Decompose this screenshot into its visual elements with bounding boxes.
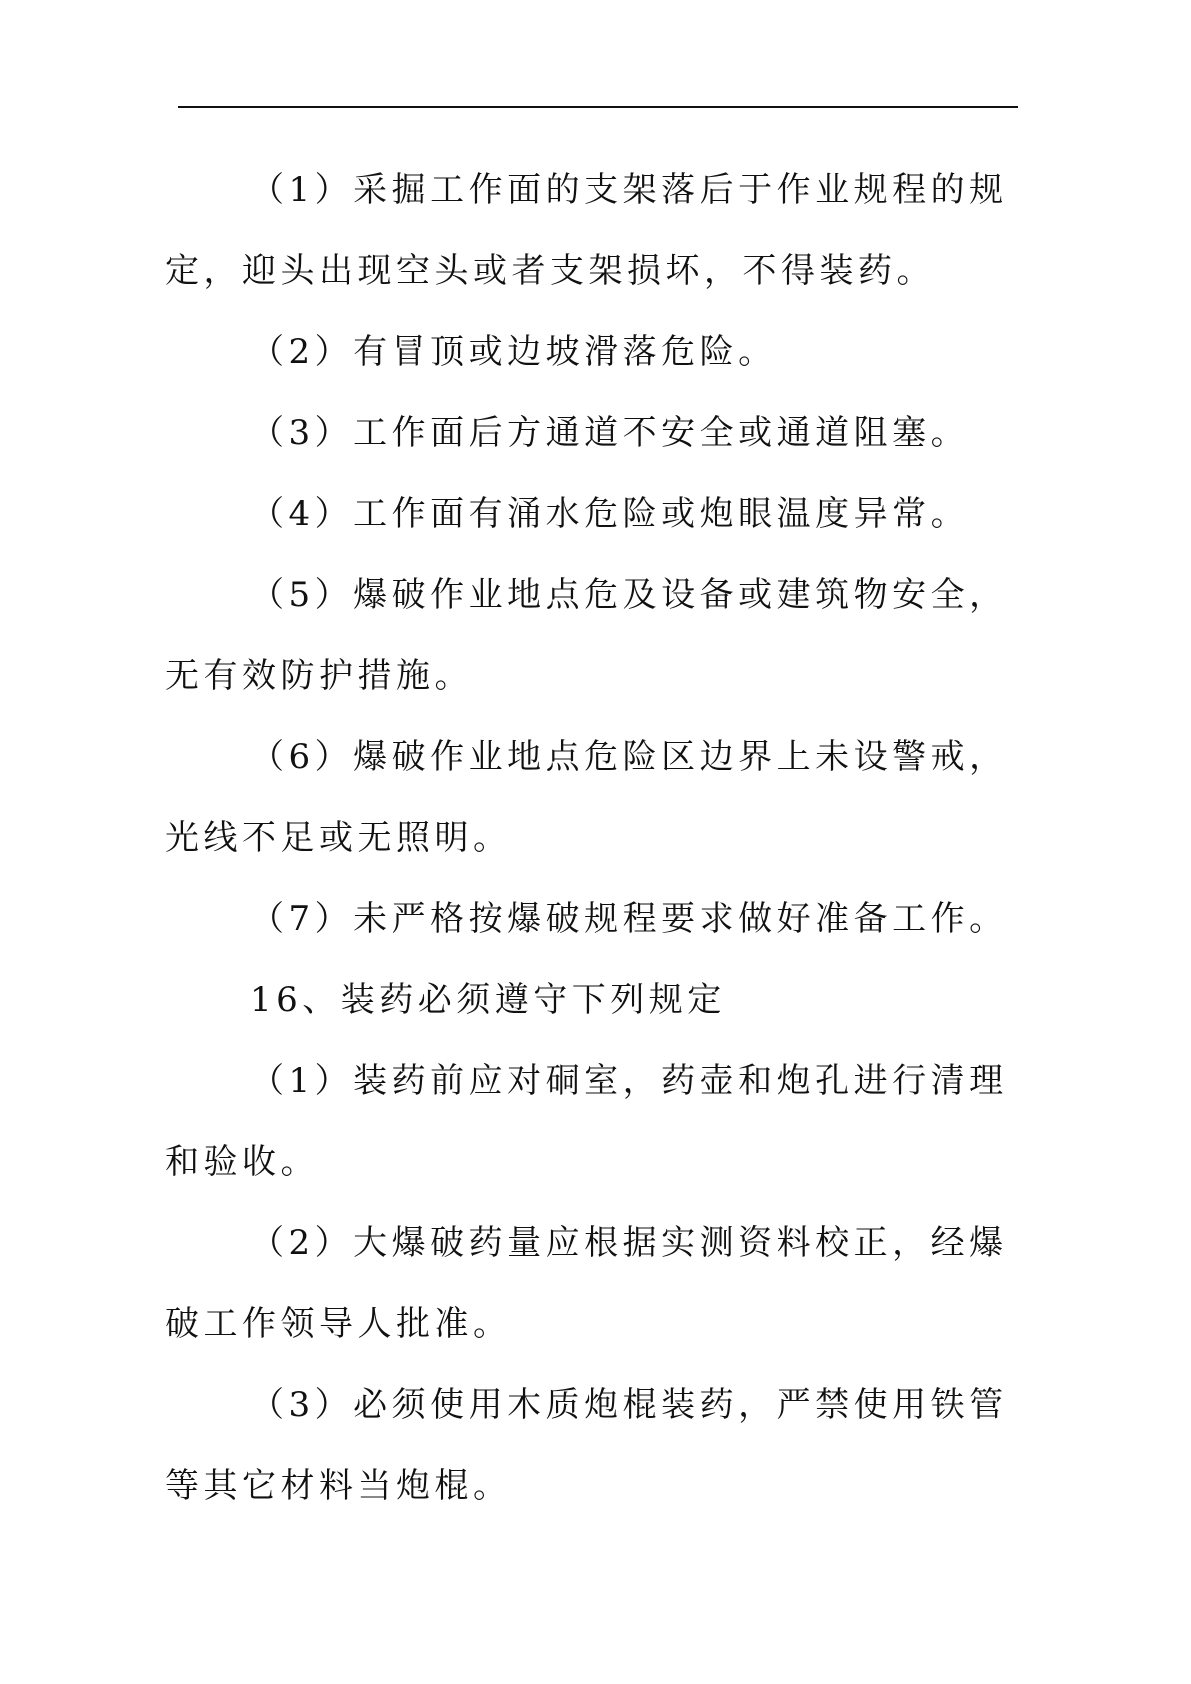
paragraph-item-5: （5）爆破作业地点危及设备或建筑物安全，无有效防护措施。 [165,575,1008,696]
paragraph-item-2: （2）有冒顶或边坡滑落危险。 [250,332,777,372]
header-rule [178,106,1018,108]
paragraph-item-16-3: （3）必须使用木质炮棍装药，严禁使用铁管等其它材料当炮棍。 [165,1385,1008,1506]
section-heading-16: 16、装药必须遵守下列规定 [250,980,726,1020]
paragraph-item-7: （7）未严格按爆破规程要求做好准备工作。 [250,899,1008,939]
paragraph-item-16-2: （2）大爆破药量应根据实测资料校正，经爆破工作领导人批准。 [165,1223,1008,1344]
paragraph-item-3: （3）工作面后方通道不安全或通道阻塞。 [250,413,970,453]
document-body [165,150,1025,1527]
paragraph-item-4: （4）工作面有涌水危险或炮眼温度异常。 [250,494,970,534]
paragraph-item-6: （6）爆破作业地点危险区边界上未设警戒，光线不足或无照明。 [165,737,1008,858]
paragraph-item-16-1: （1）装药前应对硐室，药壶和炮孔进行清理和验收。 [165,1061,1008,1182]
paragraph-item-1: （1）采掘工作面的支架落后于作业规程的规定，迎头出现空头或者支架损坏，不得装药。 [165,170,1008,291]
